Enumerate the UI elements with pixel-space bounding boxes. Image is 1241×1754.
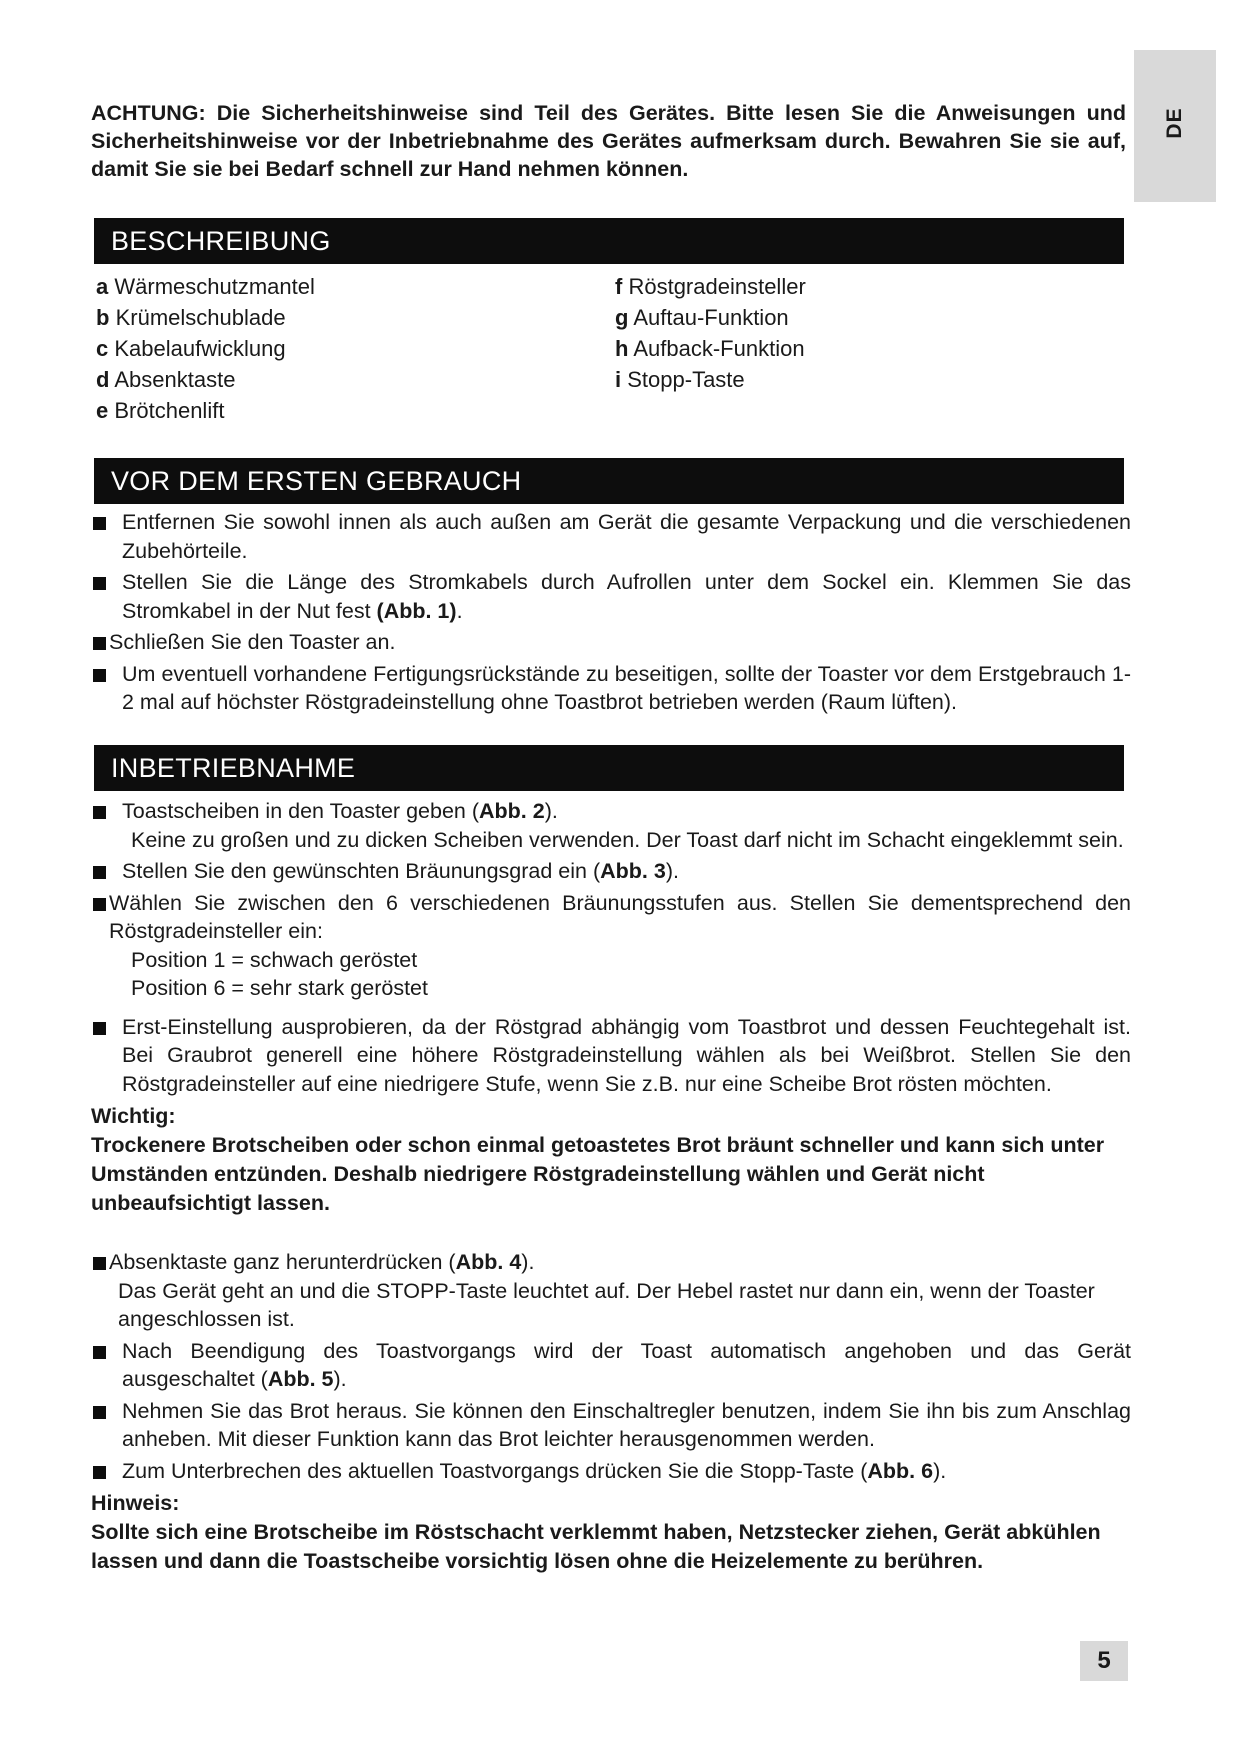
bullet-square-icon	[93, 669, 106, 682]
list-item: a Wärmeschutzmantel	[96, 274, 315, 299]
language-tab	[1134, 50, 1216, 202]
list-item: Stellen Sie die Länge des Stromkabels durch Aufrollen unter dem Sockel ein. Klemmen Sie das Stromkabel in der Nut fest (Abb. 1).	[91, 568, 1131, 625]
position-setting: Position 1 = schwach geröstet	[131, 947, 418, 972]
list-item: Nach Beendigung des Toastvorgangs wird der Toast automatisch angehoben und das Gerät ausgeschaltet (Abb. 5).	[91, 1337, 1131, 1394]
bullet-square-icon	[93, 898, 106, 911]
list-item-note: Keine zu großen und zu dicken Scheiben verwenden. Der Toast darf nicht im Schacht eingeklemmt sein.	[131, 827, 1124, 852]
list-item: Absenktaste ganz herunterdrücken (Abb. 4).	[91, 1248, 1131, 1277]
description-list-left	[96, 271, 315, 426]
bullet-square-icon	[93, 1257, 106, 1270]
list-item: Wählen Sie zwischen den 6 verschiedenen Bräunungsstufen aus. Stellen Sie dementsprechend den Röstgradeinsteller ein:	[91, 889, 1131, 946]
page-number: 5	[1080, 1641, 1128, 1681]
section-heading-first-use: VOR DEM ERSTEN GEBRAUCH	[94, 458, 1124, 504]
list-item: g Auftau-Funktion	[615, 305, 789, 330]
bullet-square-icon	[93, 1406, 106, 1419]
list-item: i Stopp-Taste	[615, 367, 745, 392]
position-setting: Position 6 = sehr stark geröstet	[131, 976, 428, 1000]
list-item-note: Das Gerät geht an und die STOPP-Taste leuchtet auf. Der Hebel rastet nur dann ein, wenn der Toaster angeschlossen ist.	[118, 1278, 1095, 1331]
section-heading-description: BESCHREIBUNG	[94, 218, 1124, 264]
list-item: Zum Unterbrechen des aktuellen Toastvorgangs drücken Sie die Stopp-Taste (Abb. 6).	[91, 1457, 1131, 1486]
list-item: f Röstgradeinsteller	[615, 274, 806, 299]
operation-list	[91, 797, 1131, 1576]
bullet-square-icon	[93, 577, 106, 590]
safety-warning: ACHTUNG: Die Sicherheitshinweise sind Teil des Gerätes. Bitte lesen Sie die Anweisungen und Sicherheitshinweise vor der Inbetriebnahme des Gerätes aufmerksam durch. Bewahren Sie sie auf, damit Sie sie bei Bedarf schnell zur Hand nehmen können.	[91, 101, 1126, 181]
list-item: d Absenktaste	[96, 367, 236, 392]
description-list-right	[615, 271, 806, 395]
bullet-square-icon	[93, 637, 106, 650]
language-tab-label: DE	[1163, 107, 1186, 139]
bullet-square-icon	[93, 1466, 106, 1479]
first-use-list	[91, 508, 1131, 717]
list-item: Entfernen Sie sowohl innen als auch außen am Gerät die gesamte Verpackung und die verschiedenen Zubehörteile.	[91, 508, 1131, 565]
list-item: Stellen Sie den gewünschten Bräunungsgrad ein (Abb. 3).	[91, 857, 1131, 886]
important-note: Trockenere Brotscheiben oder schon einmal getoastetes Brot bräunt schneller und kann sich unter Umständen entzünden. Deshalb niedrigere Röstgradeinstellung wählen und Gerät nicht unbeaufsichtigt lassen.	[91, 1133, 1105, 1215]
bullet-square-icon	[93, 866, 106, 879]
bullet-square-icon	[93, 806, 106, 819]
bullet-square-icon	[93, 1022, 106, 1035]
note-text: Sollte sich eine Brotscheibe im Röstschacht verklemmt haben, Netzstecker ziehen, Gerät abkühlen lassen und dann die Toastscheibe vorsichtig lösen ohne die Heizelemente zu berühren.	[91, 1520, 1101, 1573]
list-item: c Kabelaufwicklung	[96, 336, 286, 361]
list-item: Nehmen Sie das Brot heraus. Sie können den Einschaltregler benutzen, indem Sie ihn bis zum Anschlag anheben. Mit dieser Funktion kann das Brot leichter herausgenommen werden.	[91, 1397, 1131, 1454]
list-item: Um eventuell vorhandene Fertigungsrückstände zu beseitigen, sollte der Toaster vor dem Erstgebrauch 1-2 mal auf höchster Röstgradeinstellung ohne Toastbrot betrieben werden (Raum lüften).	[91, 660, 1131, 717]
important-label: Wichtig:	[91, 1104, 176, 1128]
list-item: Schließen Sie den Toaster an.	[91, 628, 1131, 657]
bullet-square-icon	[93, 517, 106, 530]
note-label: Hinweis:	[91, 1491, 180, 1515]
section-heading-operation: INBETRIEBNAHME	[94, 745, 1124, 791]
list-item: h Aufback-Funktion	[615, 336, 805, 361]
list-item: b Krümelschublade	[96, 305, 286, 330]
list-item: Toastscheiben in den Toaster geben (Abb. 2).	[91, 797, 1131, 826]
bullet-square-icon	[93, 1346, 106, 1359]
list-item: Erst-Einstellung ausprobieren, da der Röstgrad abhängig vom Toastbrot und dessen Feuchtegehalt ist. Bei Graubrot generell eine höhere Röstgradeinstellung wählen als bei Weißbrot. Stellen Sie den Röstgradeinsteller auf eine niedrigere Stufe, wenn Sie z.B. nur eine Scheibe Brot rösten möchten.	[91, 1013, 1131, 1099]
list-item: e Brötchenlift	[96, 398, 225, 423]
